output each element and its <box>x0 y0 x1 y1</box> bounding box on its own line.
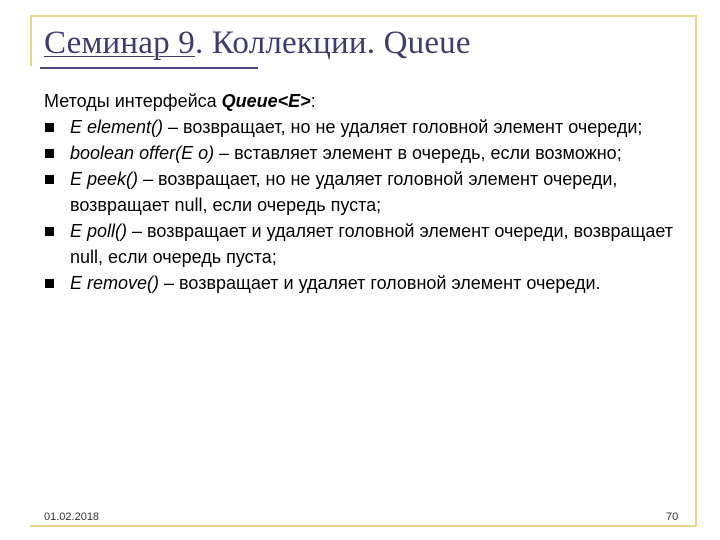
slide-title <box>44 25 471 62</box>
method-description: – возвращает, но не удаляет головной элемент очереди, возвращает null, если очередь пуста; <box>70 169 618 215</box>
title-seminar: Семинар 9 <box>44 25 195 61</box>
intro-prefix: Методы интерфейса <box>44 91 222 111</box>
slide-frame-right <box>695 15 697 527</box>
slide-body <box>44 88 684 296</box>
method-description: – возвращает и удаляет головной элемент очереди, возвращает null, если очередь пуста; <box>70 221 674 267</box>
method-list <box>44 114 684 296</box>
method-signature: E peek() <box>70 169 139 189</box>
square-bullet-icon <box>45 227 54 236</box>
method-item-offer <box>44 140 684 166</box>
square-bullet-icon <box>45 279 54 288</box>
method-description: – вставляет элемент в очередь, если возможно; <box>214 143 622 163</box>
method-item-remove <box>44 270 684 296</box>
method-description: – возвращает и удаляет головной элемент очереди. <box>159 273 601 293</box>
footer-date: 01.02.2018 <box>44 511 100 523</box>
method-description: – возвращает, но не удаляет головной элемент очереди; <box>163 117 643 137</box>
intro-suffix: : <box>310 91 316 111</box>
method-signature: E remove() <box>70 273 160 293</box>
slide-frame-top <box>30 15 697 17</box>
method-signature: E element() <box>70 117 164 137</box>
slide-frame-bottom <box>30 525 697 527</box>
method-item-poll <box>44 218 684 270</box>
intro-line <box>44 88 684 114</box>
page-number: 70 <box>666 511 679 523</box>
method-signature: E poll() <box>70 221 128 241</box>
method-item-element <box>44 114 684 140</box>
square-bullet-icon <box>45 123 54 132</box>
square-bullet-icon <box>45 175 54 184</box>
title-topic: . Коллекции. Queue <box>194 25 471 61</box>
interface-name: Queue<E> <box>221 91 311 111</box>
slide-frame-left <box>30 15 32 66</box>
title-rule <box>40 67 258 69</box>
square-bullet-icon <box>45 149 54 158</box>
method-item-peek <box>44 166 684 218</box>
method-signature: boolean offer(E o) <box>70 143 215 163</box>
